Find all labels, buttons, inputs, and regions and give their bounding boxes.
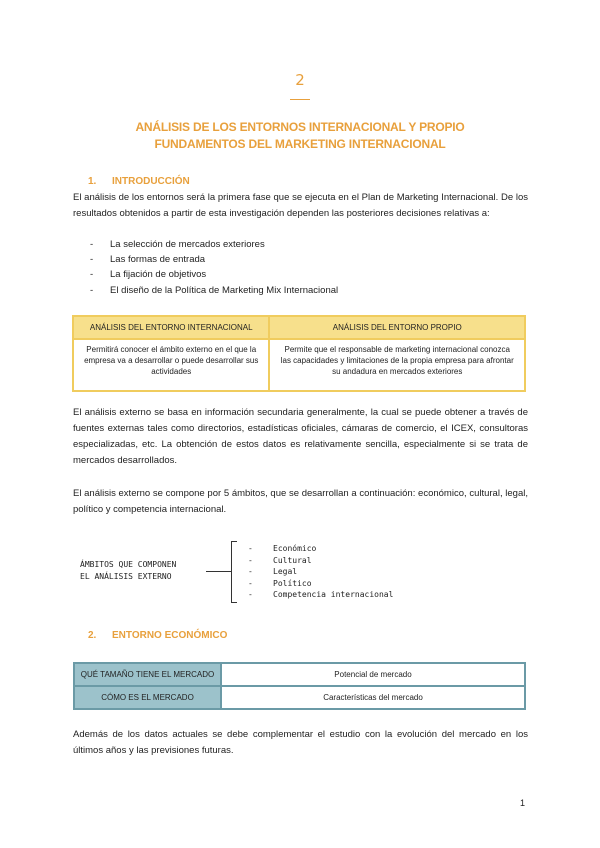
table-row <box>74 663 525 686</box>
table-value: Potencial de mercado <box>221 663 525 686</box>
table-cell: Permitirá conocer el ámbito externo en el que la empresa va a desarrollar o puede desarrollar sus actividades <box>73 339 269 391</box>
section2-heading: ENTORNO ECONÓMICO <box>112 630 228 641</box>
chapter-title-line1: ANÁLISIS DE LOS ENTORNOS INTERNACIONAL Y PROPIO <box>135 120 465 134</box>
diagram-connector <box>206 571 231 572</box>
external-areas-paragraph: El análisis externo se compone por 5 ámbitos, que se desarrollan a continuación: económico, cultural, legal, político y competencia internacional. <box>73 488 528 515</box>
list-item: - La selección de mercados exteriores <box>90 239 265 250</box>
chapter-divider <box>290 99 310 100</box>
diagram-item: - Político <box>248 578 312 588</box>
list-item: - El diseño de la Política de Marketing Mix Internacional <box>90 285 339 296</box>
table-header: ANÁLISIS DEL ENTORNO INTERNACIONAL <box>73 316 269 339</box>
section1-heading: INTRODUCCIÓN <box>112 176 190 187</box>
diagram-brace <box>231 541 232 603</box>
economic-paragraph: Además de los datos actuales se debe complementar el estudio con la evolución del mercado en los últimos años y las previsiones futuras. <box>73 729 528 756</box>
section1-number: 1. <box>88 176 97 187</box>
table-cell: Permite que el responsable de marketing internacional conozca las capacidades y limitaciones de la propia empresa para afrontar su andadura en mercados exteriores <box>269 339 525 391</box>
diagram-label-line2: EL ANÁLISIS EXTERNO <box>80 572 172 581</box>
diagram-item: - Económico <box>248 544 317 553</box>
diagram-item: - Legal <box>248 567 298 576</box>
entornos-table <box>72 315 526 392</box>
economic-table <box>73 662 526 710</box>
chapter-title-line2: FUNDAMENTOS DEL MARKETING INTERNACIONAL <box>154 137 446 151</box>
table-header: ANÁLISIS DEL ENTORNO PROPIO <box>269 316 525 339</box>
table-label: QUÉ TAMAÑO TIENE EL MERCADO <box>74 663 221 686</box>
page-number: 1 <box>520 798 526 808</box>
table-label: CÓMO ES EL MERCADO <box>74 686 221 709</box>
diagram-list <box>248 543 393 601</box>
section2-number: 2. <box>88 630 97 641</box>
diagram-item: - Cultural <box>248 555 312 565</box>
list-item: - Las formas de entrada <box>90 254 206 265</box>
intro-paragraph: El análisis de los entornos será la primera fase que se ejecuta en el Plan de Marketing Internacional. De los resultados obtenidos a partir de esta investigación dependen las posteriores decisiones relativas a: <box>73 192 528 219</box>
diagram-label-line1: ÁMBITOS QUE COMPONEN <box>80 560 177 569</box>
chapter-number: 2 <box>295 71 305 89</box>
diagram-brace-top <box>231 541 237 542</box>
diagram-item: - Competencia internacional <box>248 590 394 599</box>
diagram-label <box>80 536 176 583</box>
list-item: - La fijación de objetivos <box>90 269 207 280</box>
external-analysis-paragraph: El análisis externo se basa en información secundaria generalmente, la cual se puede obtener a través de fuentes externas tales como directorios, estadísticas oficiales, cámaras de comercio, el ICEX, consultoras especializadas, etc. La obtención de estos datos es relativamente sencilla, especialmente si se trata de mercados desarrollados. <box>73 407 528 466</box>
table-row <box>74 686 525 709</box>
table-value: Características del mercado <box>221 686 525 709</box>
diagram-brace-bottom <box>231 602 237 603</box>
